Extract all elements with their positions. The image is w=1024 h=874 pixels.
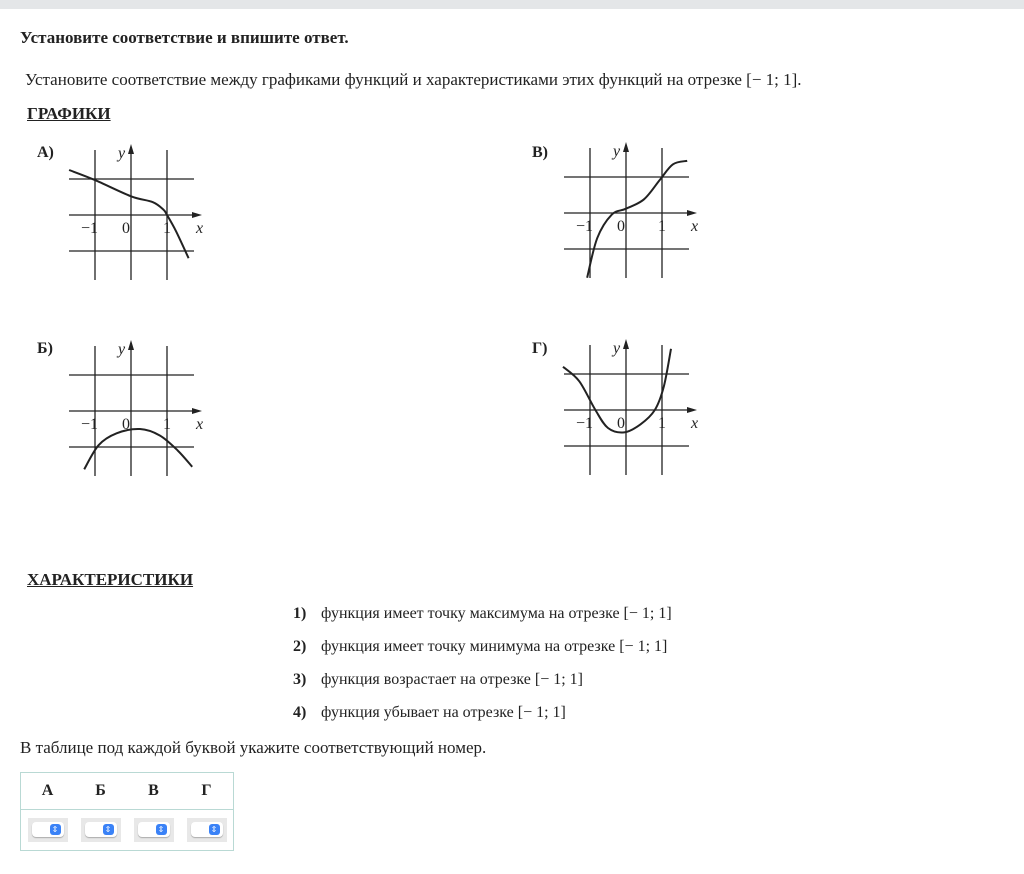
- task-title: Установите соответствие и впишите ответ.: [20, 28, 349, 47]
- table-instruction: В таблице под каждой буквой укажите соответствующий номер.: [20, 738, 487, 757]
- tick-label-one: 1: [658, 415, 666, 432]
- y-axis-label: y: [118, 145, 126, 162]
- characteristic-4: 4) функция убывает на отрезке [− 1; 1]: [293, 704, 566, 721]
- y-axis-arrow-icon: [128, 144, 134, 154]
- graph-label-b: Б): [37, 340, 53, 357]
- answer-select-g[interactable]: [187, 818, 227, 842]
- characteristic-3: 3) функция возрастает на отрезке [− 1; 1]: [293, 671, 583, 688]
- graph-b: [66, 336, 216, 481]
- function-curve: [587, 161, 687, 278]
- tick-label-zero: 0: [617, 218, 625, 235]
- answer-select-v[interactable]: [134, 818, 174, 842]
- tick-label-zero: 0: [122, 416, 130, 433]
- header-b: Б: [74, 773, 127, 810]
- select-arrows-icon: ⇕: [156, 824, 167, 835]
- graph-label-a: А): [37, 144, 54, 161]
- graph-label-g: Г): [532, 340, 548, 357]
- x-axis-label: x: [196, 220, 204, 237]
- x-axis-arrow-icon: [687, 407, 697, 413]
- tick-label-minus-one: −1: [576, 415, 594, 432]
- y-axis-arrow-icon: [623, 339, 629, 349]
- answer-table: [20, 772, 234, 851]
- select-arrows-icon: ⇕: [209, 824, 220, 835]
- select-arrows-icon: ⇕: [50, 824, 61, 835]
- characteristic-1: 1) функция имеет точку максимума на отрезке [− 1; 1]: [293, 605, 672, 622]
- tick-label-zero: 0: [617, 415, 625, 432]
- top-bar: [0, 0, 1024, 9]
- answer-select-a[interactable]: [28, 818, 68, 842]
- function-curve: [84, 429, 192, 469]
- x-axis-arrow-icon: [192, 408, 202, 414]
- function-curve: [69, 170, 189, 258]
- y-axis-label: y: [118, 341, 126, 358]
- y-axis-arrow-icon: [623, 142, 629, 152]
- x-axis-arrow-icon: [192, 212, 202, 218]
- graph-v: [561, 138, 711, 283]
- graph-g: [561, 335, 711, 480]
- y-axis-arrow-icon: [128, 340, 134, 350]
- tick-label-minus-one: −1: [576, 218, 594, 235]
- answer-select-b[interactable]: [81, 818, 121, 842]
- instruction: Установите соответствие между графиками функций и характеристиками этих функций на отрезке [− 1; 1].: [25, 70, 802, 89]
- characteristics-heading: ХАРАКТЕРИСТИКИ: [27, 570, 194, 589]
- x-axis-label: x: [196, 416, 204, 433]
- tick-label-minus-one: −1: [81, 416, 99, 433]
- header-a: А: [21, 773, 75, 810]
- x-axis-label: x: [691, 415, 699, 432]
- tick-label-one: 1: [163, 220, 171, 237]
- y-axis-label: y: [613, 143, 621, 160]
- graphs-heading: ГРАФИКИ: [27, 104, 111, 123]
- tick-label-one: 1: [163, 416, 171, 433]
- tick-label-minus-one: −1: [81, 220, 99, 237]
- tick-label-zero: 0: [122, 220, 130, 237]
- y-axis-label: y: [613, 340, 621, 357]
- header-v: В: [127, 773, 180, 810]
- characteristic-2: 2) функция имеет точку минимума на отрезке [− 1; 1]: [293, 638, 668, 655]
- select-arrows-icon: ⇕: [103, 824, 114, 835]
- header-g: Г: [180, 773, 234, 810]
- tick-label-one: 1: [658, 218, 666, 235]
- graph-label-v: В): [532, 144, 548, 161]
- x-axis-label: x: [691, 218, 699, 235]
- graph-a: [66, 140, 216, 285]
- x-axis-arrow-icon: [687, 210, 697, 216]
